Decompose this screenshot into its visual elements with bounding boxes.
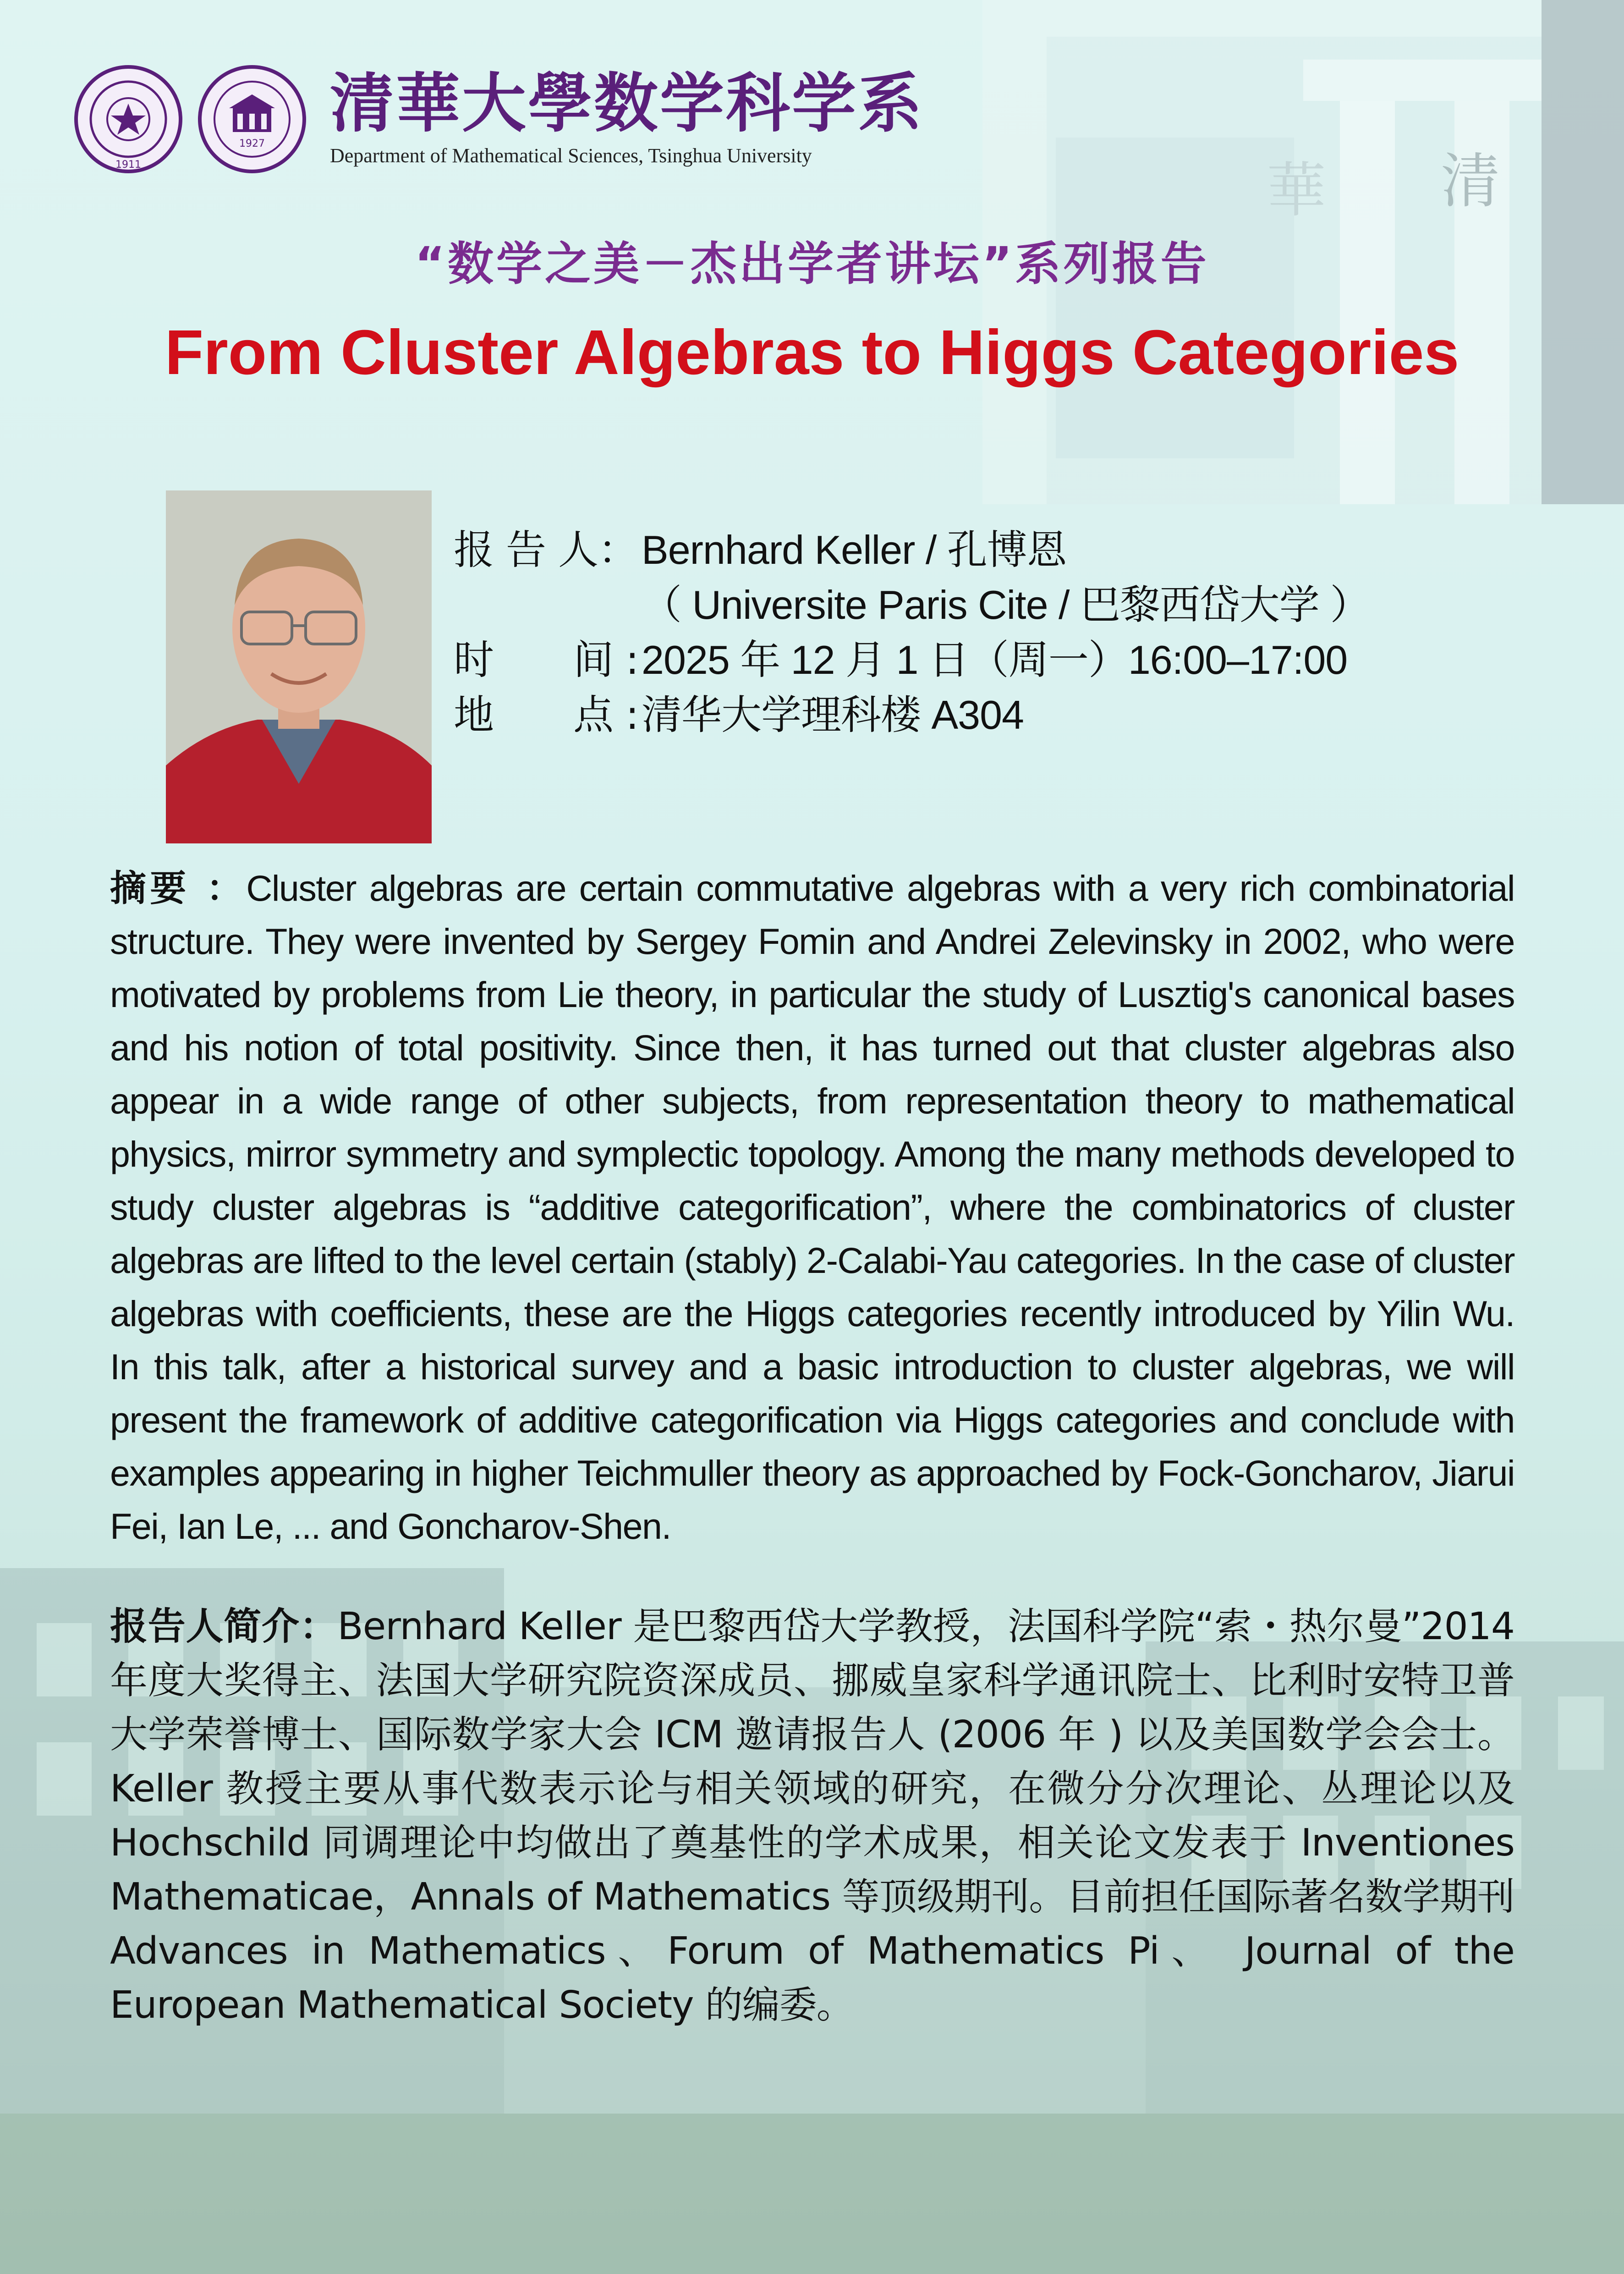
bio-text: Bernhard Keller 是巴黎西岱大学教授，法国科学院“索・热尔曼”2014 年度大奖得主、法国大学研究院资深成员、挪威皇家科学通讯院士、比利时安特卫普大学荣誉博士、国际数学家大会 ICM 邀请报告人 (2006 年 ) 以及美国数学会会士。Keller 教授主要从事代数表示论与相关领域的研究，在微分分次理论、丛理论以及 Hochschild 同调理论中均做出了奠基性的学术成果，相关论文发表于 Inventiones Mathematicae，Annals of Mathematics 等顶级期刊。目前担任国际著名数学期刊 Advances in Mathematics、Forum of Mathematics Pi、 Journal of the European Mathematical Society 的编委。 [110, 1605, 1514, 2027]
abstract-label: 摘要 ： [110, 867, 247, 909]
tsinghua-seal-logo [73, 64, 183, 174]
lecture-series-title: “数学之美－杰出学者讲坛”系列报告 [415, 237, 1209, 291]
gate-character: 清 [1441, 146, 1501, 216]
abstract-text: Cluster algebras are certain commutative algebras with a very rich combinatorial structure. They were invented by Sergey Fomin and Andrei Zelevinsky in 2002, who were motivated by problems from Lie theory, in particular the study of Lusztig's canonical bases and his notion of total positivity. Since then, it has turned out that cluster algebras also appear in a wide range of other subjects, from representation theory to mathematical physics, mirror symmetry and symplectic topology. Among the many methods developed to study cluster algebras is “additive categorification”, where the combinatorics of cluster algebras are lifted to the level certain (stably) 2-Calabi-Yau categories. In the case of cluster algebras with coefficients, these are the Higgs categories recently introduced by Yilin Wu. In this talk, after a historical survey and a basic introduction to cluster algebras, we will present the framework of additive categorification via Higgs categories and conclude with examples appearing in higher Teichmuller theory as approached by Fock-Goncharov, Jiarui Fei, Ian Le, ... and Goncharov-Shen. [110, 868, 1514, 1547]
header [73, 64, 924, 174]
time-row [454, 633, 1370, 688]
place-label: 地 点 : [454, 691, 639, 738]
speaker-row [454, 523, 1370, 578]
affiliation-row [454, 578, 1370, 633]
talk-time: 2025 年 12 月 1 日（周一）16:00–17:00 [642, 637, 1348, 683]
time-label: 时 间 : [454, 636, 639, 683]
department-name-en: Department of Mathematical Sciences, Tsinghua University [330, 144, 812, 167]
math-department-seal-logo [197, 64, 307, 174]
bio-label: 报告人简介： [110, 1605, 338, 1648]
talk-title: From Cluster Algebras to Higgs Categories [165, 317, 1459, 388]
place-row [454, 688, 1370, 743]
svg-text:1927: 1927 [239, 138, 265, 149]
talk-place: 清华大学理科楼 A304 [642, 692, 1024, 738]
speaker-label: 报 告 人： [454, 526, 638, 573]
talk-info [454, 523, 1370, 743]
department-name-cn: 清華大學数学科学系 [330, 66, 924, 141]
speaker-bio [110, 1600, 1514, 2032]
speaker-affiliation: （ Universite Paris Cite / 巴黎西岱大学 ） [642, 582, 1370, 628]
department-name [330, 66, 924, 167]
svg-text:1911: 1911 [115, 159, 141, 171]
svg-text:華: 華 [1267, 155, 1327, 225]
speaker-photo [166, 490, 432, 843]
abstract [110, 862, 1514, 1553]
speaker-name: Bernhard Keller / 孔博恩 [642, 527, 1067, 573]
